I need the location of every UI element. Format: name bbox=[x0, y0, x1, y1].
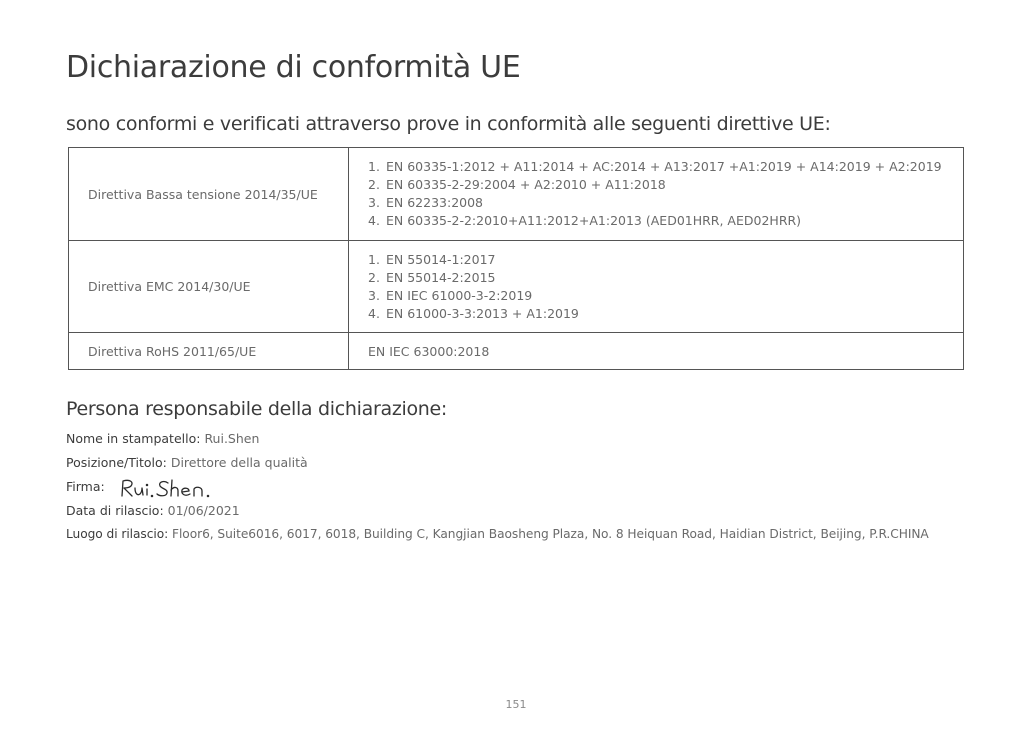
table-row bbox=[69, 241, 964, 333]
standard-text: EN 60335-2-29:2004 + A2:2010 + A11:2018 bbox=[386, 177, 666, 192]
standard-text: EN 55014-2:2015 bbox=[386, 269, 496, 285]
standards-cell bbox=[349, 241, 964, 333]
directive-name: Direttiva EMC 2014/30/UE bbox=[69, 241, 349, 333]
standard-text: EN 55014-1:2017 bbox=[386, 251, 496, 267]
standards-cell: EN IEC 63000:2018 bbox=[349, 333, 964, 370]
page-title: Dichiarazione di conformità UE bbox=[66, 50, 521, 85]
signature-line bbox=[66, 479, 105, 494]
name-line bbox=[66, 431, 259, 446]
list-item: 3. EN 62233:2008 bbox=[368, 195, 484, 210]
standard-text: EN 62233:2008 bbox=[386, 195, 484, 210]
directive-name: Direttiva RoHS 2011/65/UE bbox=[69, 333, 349, 370]
list-item: 3. EN IEC 61000-3-2:2019 bbox=[368, 287, 533, 303]
standards-list bbox=[368, 158, 955, 230]
list-item: 1. EN 55014-1:2017 bbox=[368, 251, 496, 267]
list-item: 1. EN 60335-1:2012 + A11:2014 + AC:2014 + A13:2017 +A1:2019 + A14:2019 + A2:2019 bbox=[368, 159, 942, 174]
place-label: Luogo di rilascio: bbox=[66, 527, 169, 541]
date-line bbox=[66, 503, 240, 518]
responsible-heading: Persona responsabile della dichiarazione: bbox=[66, 398, 448, 420]
handwritten-signature bbox=[118, 476, 222, 500]
date-value: 01/06/2021 bbox=[167, 503, 240, 518]
list-item: 2. EN 60335-2-29:2004 + A2:2010 + A11:2018 bbox=[368, 177, 666, 192]
table-row bbox=[69, 148, 964, 241]
list-item: 2. EN 55014-2:2015 bbox=[368, 269, 496, 285]
standard-text: EN 61000-3-3:2013 + A1:2019 bbox=[386, 305, 579, 321]
standard-text: EN 60335-2-2:2010+A11:2012+A1:2013 (AED01HRR, AED02HRR) bbox=[386, 213, 802, 228]
directives-table bbox=[68, 147, 964, 370]
standards-list bbox=[368, 251, 955, 323]
standard-text: EN 60335-1:2012 + A11:2014 + AC:2014 + A13:2017 +A1:2019 + A14:2019 + A2:2019 bbox=[386, 159, 942, 174]
place-value: Floor6, Suite6016, 6017, 6018, Building C, Kangjian Baosheng Plaza, No. 8 Heiquan Road, Haidian District, Beijing, P.R.CHINA bbox=[172, 527, 929, 541]
page-number: 151 bbox=[505, 698, 527, 711]
standard-text: EN IEC 61000-3-2:2019 bbox=[386, 287, 533, 303]
subtitle: sono conformi e verificati attraverso prove in conformità alle seguenti direttive UE: bbox=[66, 113, 831, 135]
place-line bbox=[66, 527, 929, 541]
position-value: Direttore della qualità bbox=[170, 455, 308, 470]
position-line bbox=[66, 455, 308, 470]
name-value: Rui.Shen bbox=[204, 431, 260, 446]
date-label: Data di rilascio: bbox=[66, 503, 164, 518]
directive-name: Direttiva Bassa tensione 2014/35/UE bbox=[69, 148, 349, 241]
list-item: 4. EN 60335-2-2:2010+A11:2012+A1:2013 (AED01HRR, AED02HRR) bbox=[368, 213, 802, 228]
signature-label: Firma: bbox=[66, 479, 105, 494]
name-label: Nome in stampatello: bbox=[66, 431, 201, 446]
position-label: Posizione/Titolo: bbox=[66, 455, 167, 470]
standards-cell bbox=[349, 148, 964, 241]
list-item: 4. EN 61000-3-3:2013 + A1:2019 bbox=[368, 305, 579, 321]
table-row bbox=[69, 333, 964, 370]
